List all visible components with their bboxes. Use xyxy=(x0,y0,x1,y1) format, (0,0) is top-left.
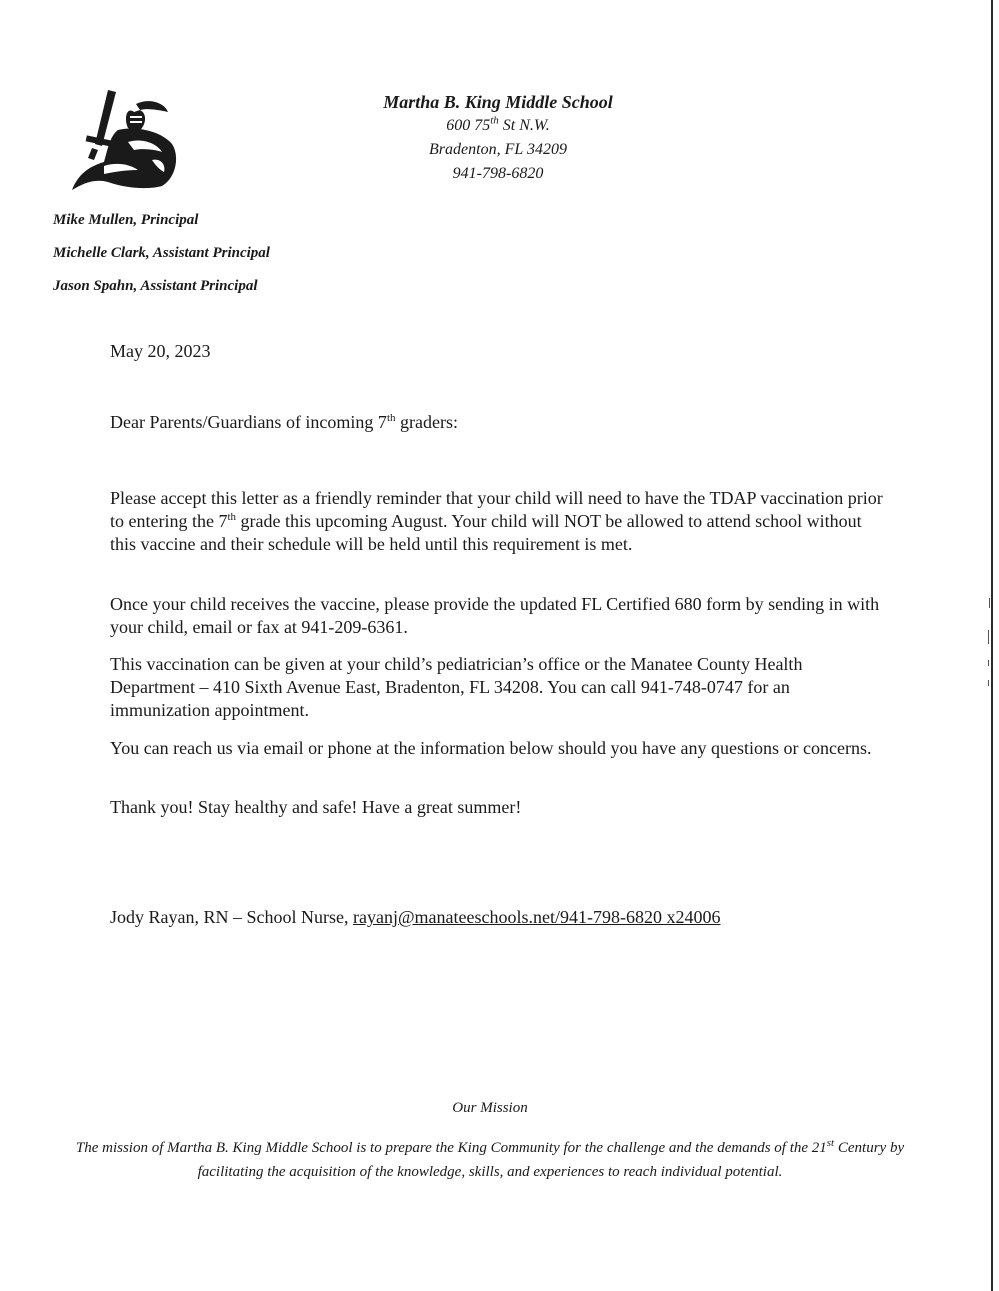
admin-assistant-principal: Michelle Clark, Assistant Principal xyxy=(53,245,270,261)
letter-signature xyxy=(110,906,890,929)
school-phone: 941-798-6820 xyxy=(452,165,544,182)
scan-mark xyxy=(988,660,989,666)
letter-paragraph-closing: Thank you! Stay healthy and safe! Have a great summer! xyxy=(110,797,522,817)
school-city-line: Bradenton, FL 34209 xyxy=(429,141,567,158)
mission-title: Our Mission xyxy=(452,1100,528,1116)
scan-mark xyxy=(988,630,989,644)
administration-list xyxy=(53,207,270,306)
letter-salutation: Dear Parents/Guardians of incoming 7th graders: xyxy=(110,412,458,432)
scan-mark xyxy=(988,680,989,686)
mission-statement: The mission of Martha B. King Middle School is to prepare the King Community for the challenge and the demands of the 21st Century by facilitating the acquisition of the knowledge, skills, and experiences to reach individual potential. xyxy=(75,1137,905,1180)
letter-date: May 20, 2023 xyxy=(110,341,211,361)
school-street-address: 600 75th St N.W. xyxy=(446,114,550,134)
admin-principal: Mike Mullen, Principal xyxy=(53,212,199,228)
letter-paragraph-reminder: Please accept this letter as a friendly reminder that your child will need to have the TDAP vaccination prior to entering the 7th grade this upcoming August. Your child will NOT be allowed to attend school without this vaccine and their schedule will be held until this requirement is met. xyxy=(110,488,883,554)
knight-logo-icon xyxy=(64,86,182,196)
scan-mark xyxy=(989,598,990,608)
letter-paragraph-location: This vaccination can be given at your child’s pediatrician’s office or the Manatee County Health Department – 410 Sixth Avenue East, Bradenton, FL 34208. You can call 941-748-0747 for an immunization appointment. xyxy=(110,654,803,720)
scan-edge-line xyxy=(991,0,993,1291)
letter-paragraph-form: Once your child receives the vaccine, please provide the updated FL Certified 680 form by sending in with your child, email or fax at 941-209-6361. xyxy=(110,594,880,637)
signature-contact-link[interactable]: rayanj@manateeschools.net/941-798-6820 x24006 xyxy=(352,907,721,927)
school-name: Martha B. King Middle School xyxy=(383,92,613,112)
letter-paragraph-contact: You can reach us via email or phone at the information below should you have any questions or concerns. xyxy=(110,738,872,758)
letterhead xyxy=(300,90,696,186)
admin-assistant-principal: Jason Spahn, Assistant Principal xyxy=(53,278,258,294)
signature-name: Jody Rayan, RN – School Nurse, xyxy=(110,907,353,927)
